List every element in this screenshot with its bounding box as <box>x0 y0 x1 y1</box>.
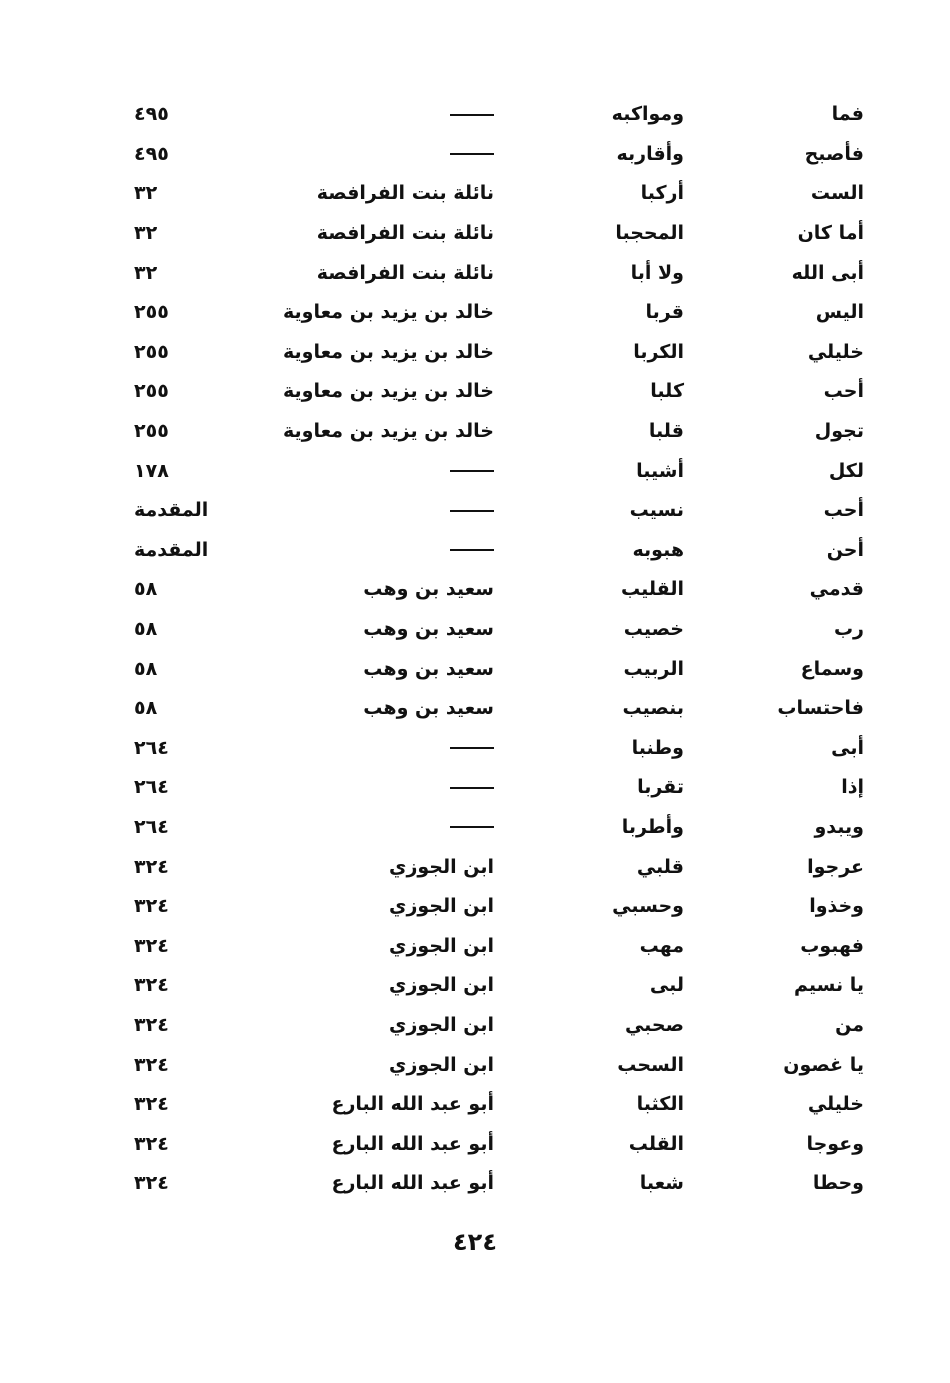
poet-name: ابن الجوزي <box>389 1053 494 1076</box>
page-ref: ٣٢٤ <box>134 934 169 957</box>
poet-name <box>274 808 494 848</box>
table-row <box>120 293 864 333</box>
verse-start: إذا <box>841 776 864 799</box>
dash-placeholder <box>450 470 494 472</box>
page-ref: ٣٢ <box>134 222 158 245</box>
poet-name <box>274 729 494 769</box>
page-ref: ٢٦٤ <box>134 776 169 799</box>
rhyme-word: قلبي <box>636 855 684 878</box>
poet-name: أبو عبد الله البارع <box>331 1172 494 1195</box>
verse-start: وخذوا <box>809 895 864 918</box>
table-row <box>120 887 864 927</box>
rhyme-word: مهب <box>639 934 684 957</box>
rhyme-word: قلبا <box>648 420 684 443</box>
index-rows <box>120 95 864 1204</box>
page-ref: ٣٢٤ <box>134 1053 169 1076</box>
page-ref: ٣٢٤ <box>134 895 169 918</box>
poet-name: نائلة بنت الفرافصة <box>316 222 494 245</box>
verse-start: أحب <box>823 499 864 522</box>
poet-name: نائلة بنت الفرافصة <box>316 261 494 284</box>
dash-placeholder <box>450 549 494 551</box>
verse-start: خليلي <box>807 1093 864 1116</box>
verse-start: الست <box>810 182 864 205</box>
verse-start: ويبدو <box>814 815 864 838</box>
page-ref: ٣٢٤ <box>134 1132 169 1155</box>
table-row <box>120 689 864 729</box>
table-row <box>120 610 864 650</box>
verse-start: قدمي <box>809 578 864 601</box>
table-row <box>120 491 864 531</box>
dash-placeholder <box>450 826 494 828</box>
verse-start: أحب <box>823 380 864 403</box>
verse-start: لكل <box>828 459 864 482</box>
rhyme-word: ومواكبه <box>611 103 684 126</box>
poet-name: ابن الجوزي <box>389 895 494 918</box>
rhyme-word: ولا أبا <box>630 261 684 284</box>
page-ref: ٣٢٤ <box>134 855 169 878</box>
rhyme-word: وأطربا <box>621 815 684 838</box>
page-ref: ٣٢٤ <box>134 1172 169 1195</box>
rhyme-word: القليب <box>621 578 684 601</box>
page-ref: المقدمة <box>134 499 209 522</box>
rhyme-word: قربا <box>645 301 684 324</box>
table-row <box>120 412 864 452</box>
poetry-index-table <box>120 95 864 1204</box>
table-row <box>120 333 864 373</box>
rhyme-word: صحبي <box>624 1013 684 1036</box>
rhyme-word: القلب <box>628 1132 684 1155</box>
verse-start: وسماع <box>800 657 864 680</box>
verse-start: فما <box>831 103 864 126</box>
page-ref: ٥٨ <box>134 657 158 680</box>
poet-name: ابن الجوزي <box>389 1013 494 1036</box>
table-row <box>120 570 864 610</box>
poet-name <box>274 768 494 808</box>
page-ref: ١٧٨ <box>134 459 169 482</box>
rhyme-word: الربيب <box>623 657 684 680</box>
verse-start: يا نسيم <box>793 974 864 997</box>
dash-placeholder <box>450 747 494 749</box>
verse-start: من <box>835 1013 864 1036</box>
table-row <box>120 1085 864 1125</box>
page-ref: ٤٩٥ <box>134 142 169 165</box>
poet-name: سعيد بن وهب <box>363 657 494 680</box>
table-row <box>120 966 864 1006</box>
poet-name <box>274 491 494 531</box>
verse-start: تجول <box>814 420 864 443</box>
table-row <box>120 253 864 293</box>
table-row <box>120 214 864 254</box>
rhyme-word: أشيبا <box>636 459 684 482</box>
table-row <box>120 95 864 135</box>
verse-start: يا غصون <box>783 1053 864 1076</box>
table-row <box>120 451 864 491</box>
table-row <box>120 729 864 769</box>
table-row <box>120 808 864 848</box>
rhyme-word: خصيب <box>623 618 684 641</box>
verse-start: أما كان <box>797 222 864 245</box>
verse-start: أبى <box>831 736 864 759</box>
verse-start: رب <box>833 618 864 641</box>
poet-name: أبو عبد الله البارع <box>331 1093 494 1116</box>
page-ref: ٢٦٤ <box>134 736 169 759</box>
rhyme-word: أركبا <box>640 182 684 205</box>
page-ref: ٢٥٥ <box>134 340 169 363</box>
poet-name: خالد بن يزيد بن معاوية <box>282 340 494 363</box>
page-ref: ٤٩٥ <box>134 103 169 126</box>
poet-name <box>274 95 494 135</box>
verse-start: أحن <box>826 538 864 561</box>
page-number: ٤٢٤ <box>453 1228 497 1256</box>
verse-start: اليس <box>815 301 864 324</box>
poet-name: نائلة بنت الفرافصة <box>316 182 494 205</box>
poet-name: سعيد بن وهب <box>363 618 494 641</box>
page-ref: ٢٥٥ <box>134 380 169 403</box>
table-row <box>120 1124 864 1164</box>
table-row <box>120 372 864 412</box>
rhyme-word: بنصيب <box>622 697 684 720</box>
poet-name: أبو عبد الله البارع <box>331 1132 494 1155</box>
page-ref: ٣٢٤ <box>134 974 169 997</box>
dash-placeholder <box>450 787 494 789</box>
table-row <box>120 1045 864 1085</box>
page-ref: المقدمة <box>134 538 209 561</box>
table-row <box>120 174 864 214</box>
table-row <box>120 531 864 571</box>
rhyme-word: وطنبا <box>631 736 684 759</box>
page-ref: ٣٢٤ <box>134 1093 169 1116</box>
page-ref: ٢٥٥ <box>134 301 169 324</box>
rhyme-word: الكربا <box>633 340 684 363</box>
dash-placeholder <box>450 510 494 512</box>
dash-placeholder <box>450 114 494 116</box>
rhyme-word: تقربا <box>637 776 684 799</box>
rhyme-word: لبى <box>649 974 684 997</box>
poet-name: ابن الجوزي <box>389 974 494 997</box>
table-row <box>120 1006 864 1046</box>
dash-placeholder <box>450 153 494 155</box>
rhyme-word: السحب <box>617 1053 684 1076</box>
poet-name: خالد بن يزيد بن معاوية <box>282 420 494 443</box>
poet-name <box>274 135 494 175</box>
page-ref: ٣٢٤ <box>134 1013 169 1036</box>
verse-start: عرجوا <box>807 855 864 878</box>
poet-name: ابن الجوزي <box>389 855 494 878</box>
rhyme-word: وحسبي <box>612 895 684 918</box>
poet-name: خالد بن يزيد بن معاوية <box>282 380 494 403</box>
verse-start: وحطا <box>812 1172 864 1195</box>
page-ref: ٣٢ <box>134 182 158 205</box>
rhyme-word: كلبا <box>650 380 684 403</box>
rhyme-word: شعبا <box>639 1172 684 1195</box>
rhyme-word: نسيب <box>629 499 684 522</box>
table-row <box>120 135 864 175</box>
rhyme-word: المحجبا <box>615 222 684 245</box>
rhyme-word: هبوبه <box>632 538 684 561</box>
poet-name: سعيد بن وهب <box>363 578 494 601</box>
verse-start: فأصبح <box>804 142 864 165</box>
page-ref: ٥٨ <box>134 578 158 601</box>
page-ref: ٥٨ <box>134 618 158 641</box>
page-ref: ٢٦٤ <box>134 815 169 838</box>
rhyme-word: الكثبا <box>636 1093 684 1116</box>
poet-name: خالد بن يزيد بن معاوية <box>282 301 494 324</box>
table-row <box>120 649 864 689</box>
poet-name <box>274 451 494 491</box>
verse-start: فهبوب <box>800 934 864 957</box>
page-ref: ٢٥٥ <box>134 420 169 443</box>
table-row <box>120 768 864 808</box>
table-row <box>120 926 864 966</box>
verse-start: فاحتساب <box>777 697 864 720</box>
table-row <box>120 1164 864 1204</box>
verse-start: أبى الله <box>791 261 864 284</box>
table-row <box>120 847 864 887</box>
poet-name: سعيد بن وهب <box>363 697 494 720</box>
page-ref: ٣٢ <box>134 261 158 284</box>
verse-start: خليلي <box>807 340 864 363</box>
page-ref: ٥٨ <box>134 697 158 720</box>
poet-name: ابن الجوزي <box>389 934 494 957</box>
rhyme-word: وأقاربه <box>616 142 684 165</box>
verse-start: وعوجا <box>806 1132 864 1155</box>
poet-name <box>274 531 494 571</box>
